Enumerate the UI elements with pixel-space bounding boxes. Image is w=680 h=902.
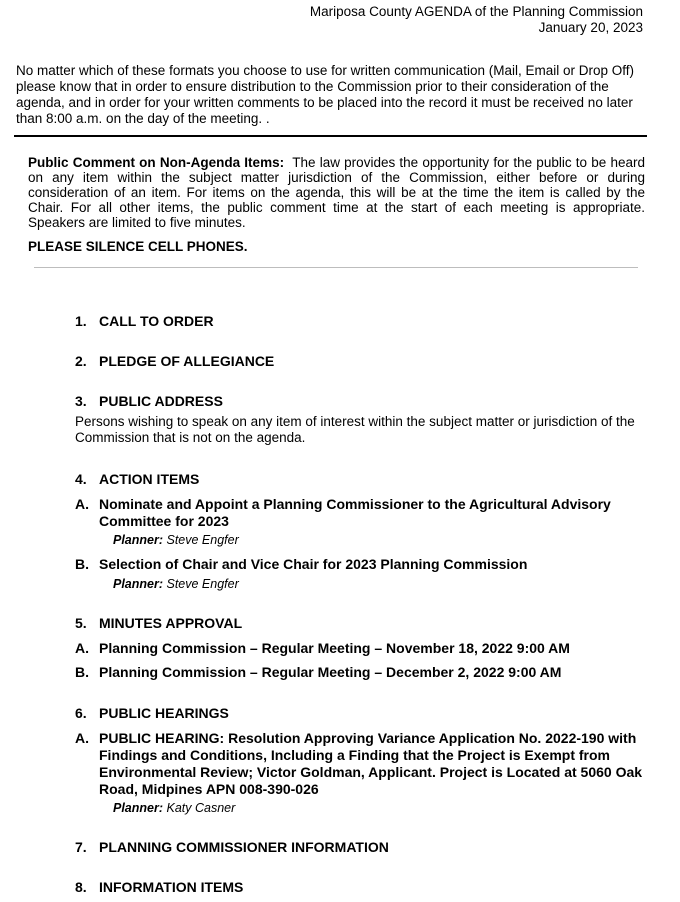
item-number: 8. <box>75 879 87 895</box>
item-title: INFORMATION ITEMS <box>99 879 244 895</box>
agenda-item-public-hearings <box>75 705 229 722</box>
item-title: PUBLIC ADDRESS <box>99 393 223 409</box>
agenda-item-action-items <box>75 471 199 488</box>
public-hearing-item-a <box>75 730 650 798</box>
item-number: 3. <box>75 393 87 409</box>
public-comment-body: The law provides the opportunity for the public to be heard on any item within the subject matter jurisdiction of the Commission, either before or during consideration of an item. For items on the agenda, this will be at the time the item is called by the Chair. For all other items, the public comment time at the start of each meeting is appropriate. Speakers are limited to five minutes. <box>28 155 645 230</box>
agenda-item-minutes-approval <box>75 615 242 632</box>
planner-label: Planner: <box>113 801 164 815</box>
public-address-description: Persons wishing to speak on any item of interest within the subject matter or jurisdiction of the Commission that is not on the agenda. <box>75 414 635 445</box>
item-number: 1. <box>75 313 87 329</box>
sub-item-text: PUBLIC HEARING: Resolution Approving Variance Application No. 2022-190 with Findings and Conditions, Including a Finding that the Project is Exempt from Environmental Review; Victor Goldman, Applicant. Project is Located at 5060 Oak Road, Midpines APN 008-390-026 <box>99 730 643 797</box>
header-date: January 20, 2023 <box>538 20 643 35</box>
sub-item-letter: A. <box>75 640 89 656</box>
item-number: 7. <box>75 839 87 855</box>
public-comment-title: Public Comment on Non-Agenda Items: <box>28 155 285 170</box>
sub-item-text: Planning Commission – Regular Meeting – November 18, 2022 9:00 AM <box>99 640 570 656</box>
section-divider <box>14 135 647 137</box>
agenda-item-call-to-order <box>75 313 214 330</box>
minutes-item-b <box>75 664 650 681</box>
item-title: ACTION ITEMS <box>99 471 200 487</box>
sub-item-letter: B. <box>75 556 89 572</box>
action-item-b-planner <box>113 577 239 592</box>
silence-phones-notice: PLEASE SILENCE CELL PHONES. <box>28 239 248 254</box>
sub-item-letter: A. <box>75 496 89 512</box>
sub-item-letter: A. <box>75 730 89 746</box>
agenda-item-pledge <box>75 353 274 370</box>
planner-name: Steve Engfer <box>166 577 239 591</box>
sub-item-text: Selection of Chair and Vice Chair for 2023 Planning Commission <box>99 556 528 572</box>
action-item-a <box>75 496 650 530</box>
sub-item-text: Nominate and Appoint a Planning Commissioner to the Agricultural Advisory Committee for 2023 <box>99 496 611 529</box>
item-title: MINUTES APPROVAL <box>99 615 243 631</box>
header-agency-title: Mariposa County AGENDA of the Planning Commission <box>309 4 643 19</box>
agenda-divider <box>34 267 638 268</box>
sub-item-text: Planning Commission – Regular Meeting – December 2, 2022 9:00 AM <box>99 664 562 680</box>
agenda-item-public-address <box>75 393 223 410</box>
item-number: 6. <box>75 705 87 721</box>
agenda-item-information-items <box>75 879 243 896</box>
planner-label: Planner: <box>113 533 164 547</box>
item-number: 5. <box>75 615 87 631</box>
action-item-a-planner <box>113 533 239 548</box>
item-title: PUBLIC HEARINGS <box>99 705 229 721</box>
planner-name: Katy Casner <box>166 801 236 815</box>
planner-name: Steve Engfer <box>166 533 239 547</box>
page-header <box>310 4 643 36</box>
item-title: PLANNING COMMISSIONER INFORMATION <box>99 839 389 855</box>
agenda-item-commissioner-information <box>75 839 389 856</box>
public-hearing-item-a-planner <box>113 801 235 816</box>
public-comment-notice <box>28 155 645 230</box>
item-number: 2. <box>75 353 87 369</box>
sub-item-letter: B. <box>75 664 89 680</box>
action-item-b <box>75 556 650 573</box>
item-title: CALL TO ORDER <box>99 313 214 329</box>
planner-label: Planner: <box>113 577 164 591</box>
item-title: PLEDGE OF ALLEGIANCE <box>99 353 275 369</box>
item-number: 4. <box>75 471 87 487</box>
minutes-item-a <box>75 640 650 657</box>
written-communication-note: No matter which of these formats you choose to use for written communication (Mail, Email or Drop Off) please know that in order to ensure distribution to the Commission prior to their consideration of the agenda, and in order for your written comments to be placed into the record it must be received no later than 8:00 a.m. on the day of the meeting. . <box>16 63 634 126</box>
